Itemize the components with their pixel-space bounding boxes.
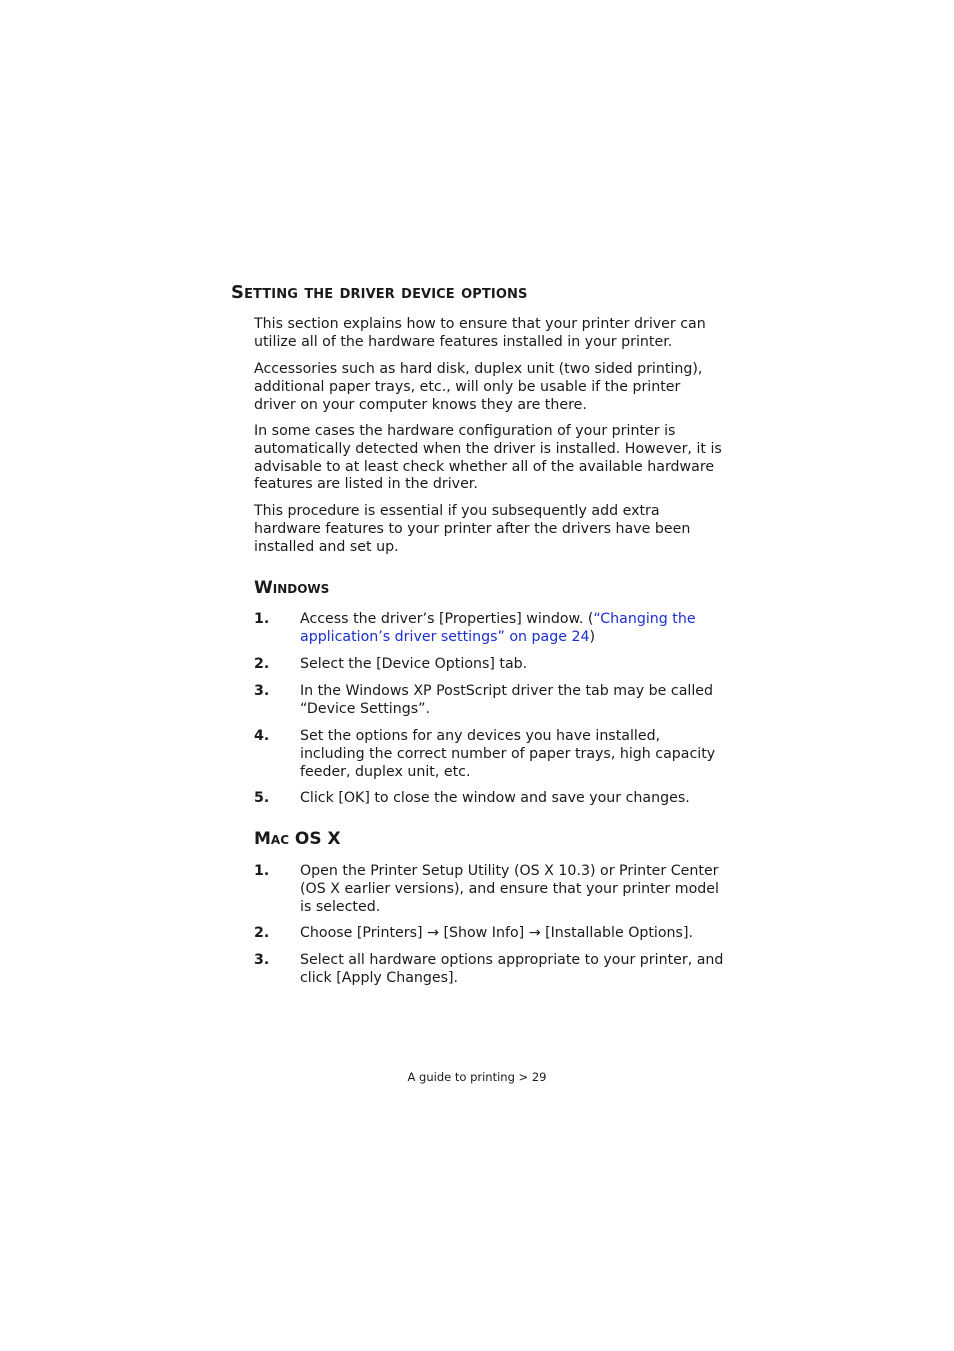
step-number: 5. bbox=[254, 790, 270, 806]
step-number: 3. bbox=[254, 952, 270, 968]
step-number: 1. bbox=[254, 863, 270, 879]
windows-heading: Windows bbox=[254, 578, 330, 598]
step-text-tail: ) bbox=[589, 628, 596, 645]
step-number: 3. bbox=[254, 683, 270, 699]
section-heading: Setting the driver device options bbox=[231, 282, 528, 303]
windows-step-3 bbox=[254, 683, 724, 719]
accessories-paragraph: Accessories such as hard disk, duplex unit (two sided printing), additional paper trays, etc., will only be usable if the printer driver on your computer knows they are there. bbox=[254, 361, 703, 413]
changing-driver-settings-link[interactable]: “Changing the application’s driver settings” on page 24 bbox=[300, 611, 696, 645]
windows-step-2 bbox=[254, 656, 724, 674]
procedure-paragraph: This procedure is essential if you subsequently add extra hardware features to your printer after the drivers have been installed and set up. bbox=[254, 503, 691, 555]
step-text: Select the [Device Options] tab. bbox=[300, 656, 528, 672]
step-number: 1. bbox=[254, 611, 270, 627]
step-text: In the Windows XP PostScript driver the tab may be called “Device Settings”. bbox=[300, 683, 714, 717]
step-text: Click [OK] to close the window and save your changes. bbox=[300, 790, 690, 806]
step-text: Open the Printer Setup Utility (OS X 10.3) or Printer Center (OS X earlier versions), and ensure that your printer model is selected. bbox=[300, 863, 719, 915]
windows-step-1 bbox=[254, 611, 724, 647]
page-footer: A guide to printing > 29 bbox=[407, 1070, 547, 1084]
step-text: Set the options for any devices you have installed, including the correct number of paper trays, high capacity feeder, duplex unit, etc. bbox=[300, 728, 716, 780]
mac-step-3 bbox=[254, 952, 724, 988]
mac-heading: Mac OS X bbox=[254, 829, 341, 849]
step-text: Select all hardware options appropriate to your printer, and click [Apply Changes]. bbox=[300, 952, 724, 986]
step-number: 2. bbox=[254, 656, 270, 672]
step-text-lead: Access the driver’s [Properties] window. ( bbox=[300, 611, 594, 627]
detection-paragraph: In some cases the hardware configuration of your printer is automatically detected when the driver is installed. However, it is advisable to at least check whether all of the available hardware features are listed in the driver. bbox=[254, 423, 722, 493]
mac-step-2 bbox=[254, 925, 724, 943]
mac-step-1 bbox=[254, 863, 724, 916]
step-number: 2. bbox=[254, 925, 270, 941]
windows-step-5 bbox=[254, 790, 724, 808]
step-text bbox=[300, 611, 724, 647]
step-text: Choose [Printers] → [Show Info] → [Installable Options]. bbox=[300, 925, 693, 941]
intro-paragraph: This section explains how to ensure that your printer driver can utilize all of the hardware features installed in your printer. bbox=[254, 316, 706, 350]
windows-step-4 bbox=[254, 728, 724, 781]
step-number: 4. bbox=[254, 728, 270, 744]
